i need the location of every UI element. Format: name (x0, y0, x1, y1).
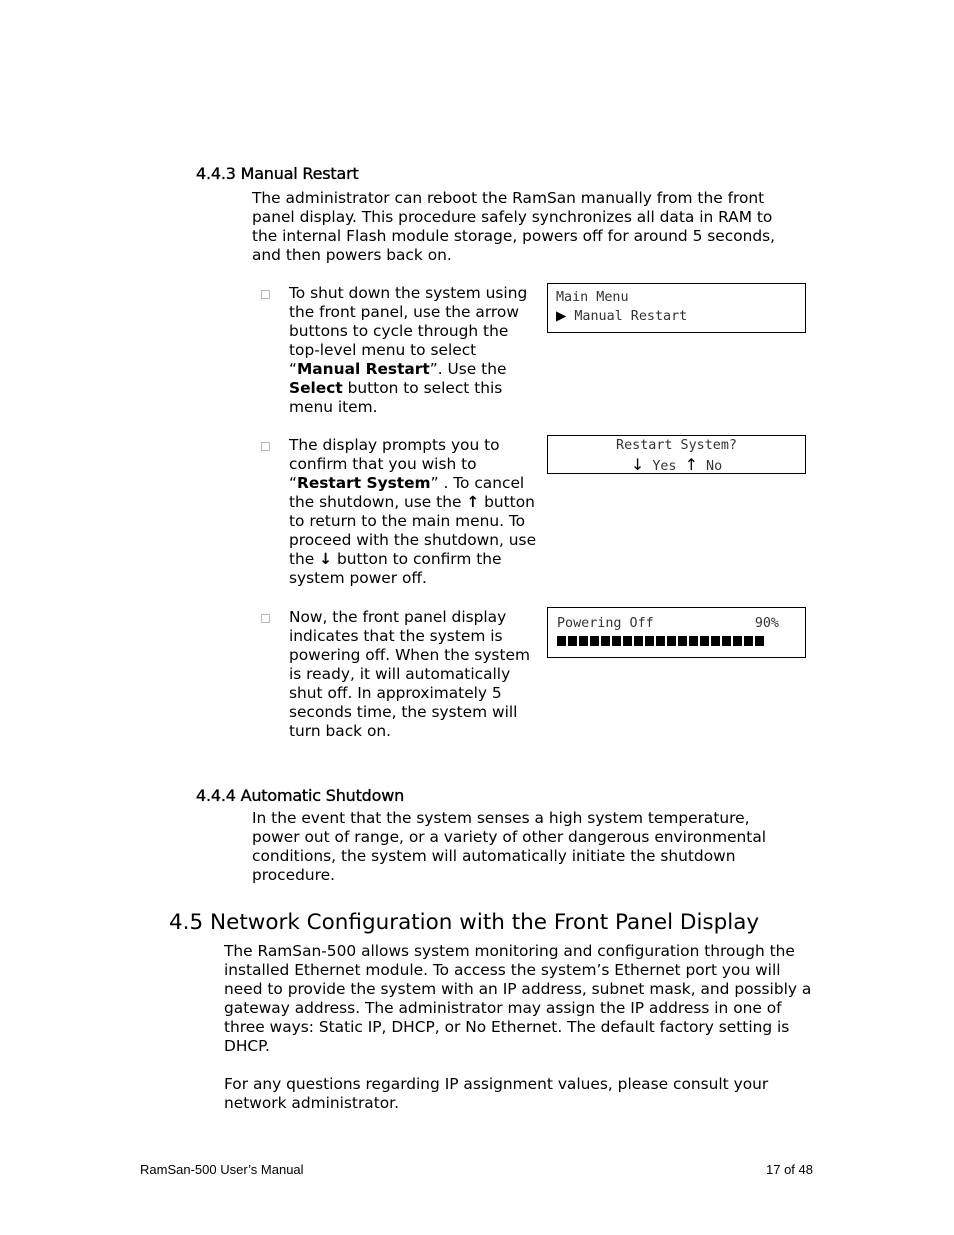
manual-restart-intro: The administrator can reboot the RamSan manually from the front panel display. This procedure safely synchronizes all data in RAM to the internal Flash module storage, powers off for around 5 seconds, and then powers back on. (252, 189, 776, 264)
progress-bar-fill (557, 636, 764, 646)
automatic-shutdown-text: In the event that the system senses a high system temperature, power out of range, or a variety of other dangerous environmental conditions, the system will automatically initiate the shutdown procedure. (252, 809, 767, 884)
panel-main-menu-line1: Main Menu (556, 290, 629, 305)
step-1-bold-select: Select (289, 379, 343, 397)
step-2-text (289, 436, 541, 588)
step-2-bold-restart-system: Restart System (296, 474, 431, 492)
up-arrow-icon: ↑ (466, 493, 480, 511)
down-arrow-icon: ↓ (630, 455, 645, 474)
panel-restart-confirm (547, 435, 806, 474)
step-1-text (289, 284, 541, 417)
step-2-part: The display prompts you to confirm that you wish to “ (289, 436, 500, 492)
step-1-bold-manual-restart: Manual Restart (296, 360, 430, 378)
section-heading-4-4-3: 4.4.3 Manual Restart (196, 164, 359, 183)
section-heading-4-5: 4.5 Network Configuration with the Front Panel Display (169, 910, 760, 935)
step-2-part: ” . To cancel the shutdown, use the (289, 474, 525, 511)
panel-powering-line1 (557, 614, 779, 633)
powering-off-label: Powering Off (557, 616, 654, 631)
powering-off-percent: 90% (754, 616, 779, 631)
panel-no-label: No (706, 459, 723, 474)
step-1-part: ”. Use the (429, 360, 507, 378)
footer-page-number: 17 of 48 (766, 1162, 813, 1177)
panel-powering-off (547, 607, 806, 658)
step-3-text: Now, the front panel display indicates that the system is powering off. When the system is ready, it will automatically shut off. In approximately 5 seconds time, the system will turn back on. (289, 608, 530, 740)
panel-restart-line1: Restart System? (616, 438, 737, 453)
footer-manual-title: RamSan-500 User’s Manual (140, 1162, 304, 1177)
bullet-icon (261, 290, 270, 299)
bullet-icon (261, 614, 270, 623)
play-arrow-icon: ▶ (556, 309, 567, 324)
step-1-part: To shut down the system using the front panel, use the arrow buttons to cycle through the top-level menu to select “ (289, 284, 528, 378)
step-2-part: button to confirm the system power off. (289, 550, 502, 587)
panel-yes-label: Yes (652, 459, 677, 474)
network-config-para-2: For any questions regarding IP assignment values, please consult your network administrator. (224, 1075, 769, 1112)
bullet-icon (261, 442, 270, 451)
panel-menu-item-text: Manual Restart (574, 309, 688, 324)
panel-main-menu-line2 (556, 307, 805, 326)
panel-restart-line2 (548, 455, 805, 476)
step-2-part: button to return to the main menu. To proceed with the shutdown, use the (289, 493, 537, 568)
down-arrow-icon: ↓ (319, 550, 333, 568)
progress-bar (557, 636, 787, 646)
up-arrow-icon: ↑ (684, 455, 698, 474)
step-1-part: button to select this menu item. (289, 379, 503, 416)
section-heading-4-4-4: 4.4.4 Automatic Shutdown (196, 786, 405, 805)
network-config-para-1: The RamSan-500 allows system monitoring and configuration through the installed Ethernet module. To access the system’s Ethernet port you will need to provide the system with an IP address, subnet mask, and possibly a gateway address. The administrator may assign the IP address in one of three ways: Static IP, DHCP, or No Ethernet. The default factory setting is DHCP. (224, 942, 812, 1055)
panel-main-menu (547, 283, 806, 333)
